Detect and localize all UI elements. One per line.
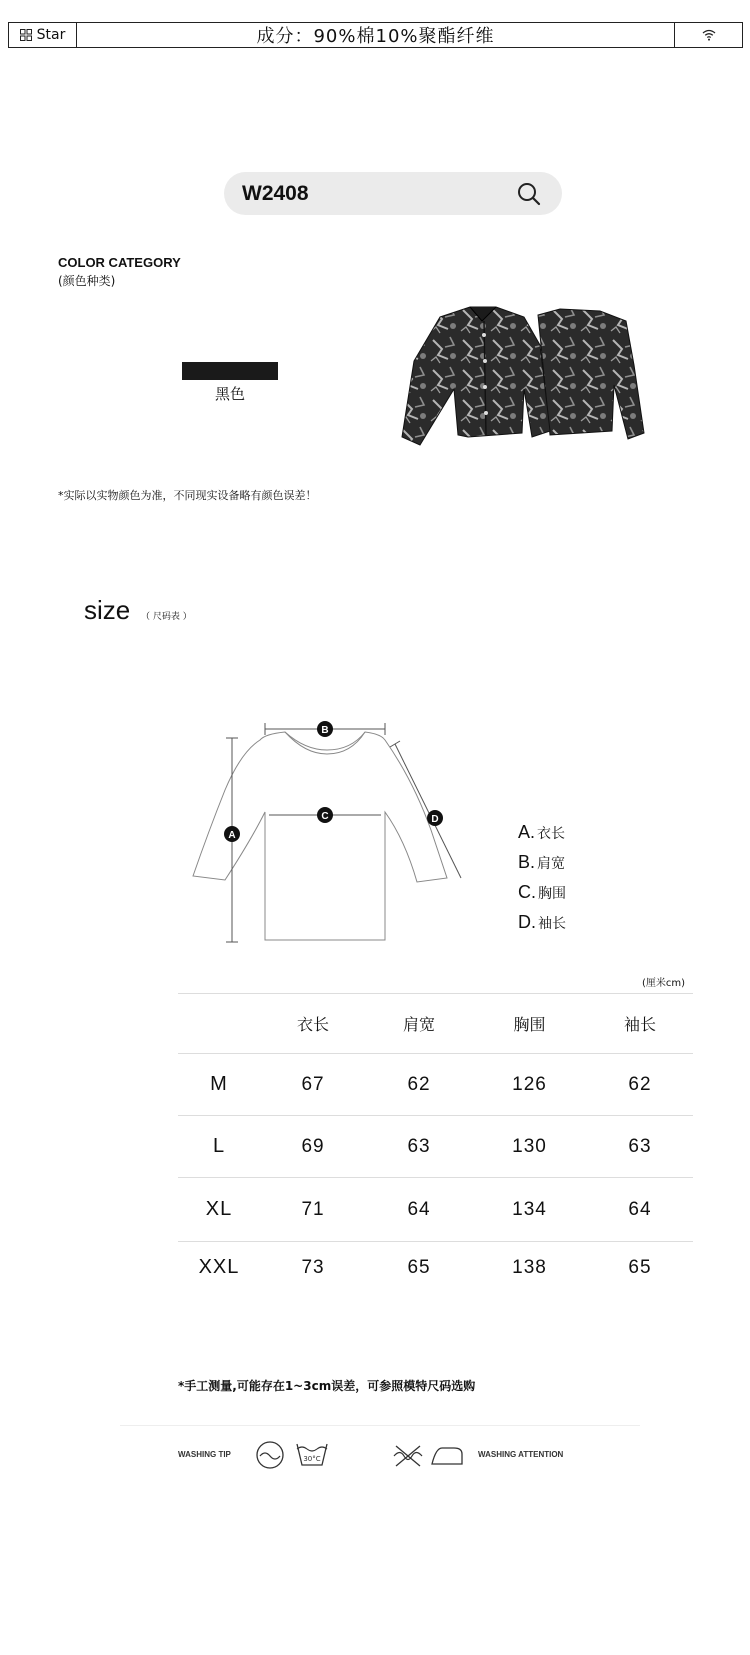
marker-b: B bbox=[321, 725, 329, 736]
divider bbox=[120, 1425, 640, 1426]
color-swatch-label: 黑色 bbox=[214, 385, 245, 403]
marker-c: C bbox=[321, 811, 329, 822]
size-table bbox=[178, 993, 693, 1294]
color-swatch-black[interactable] bbox=[182, 362, 278, 380]
measurement-diagram bbox=[185, 720, 485, 950]
legend-item: C. 胸围 bbox=[518, 882, 566, 902]
table-row: XL 71 64 134 64 bbox=[178, 1178, 693, 1242]
marker-d: D bbox=[431, 814, 439, 825]
top-bar bbox=[8, 22, 743, 48]
gentle-wash-icon bbox=[255, 1440, 285, 1470]
color-note: *实际以实物颜色为准，不同现实设备略有颜色误差！ bbox=[58, 489, 317, 502]
table-row: L 69 63 130 63 bbox=[178, 1116, 693, 1178]
wash-temperature-icon bbox=[295, 1441, 329, 1469]
table-row: XXL 73 65 138 65 bbox=[198, 1256, 652, 1279]
color-category-subtitle: (颜色种类) bbox=[58, 274, 116, 288]
table-header-row bbox=[178, 994, 693, 1054]
table-row: M 67 62 126 62 bbox=[178, 1054, 693, 1116]
legend-item: B. 肩宽 bbox=[518, 852, 566, 872]
search-bar[interactable] bbox=[224, 172, 562, 215]
unit-label: (厘米cm) bbox=[642, 978, 686, 989]
header-sleeve: 袖长 bbox=[587, 994, 693, 1054]
washing-tip-label: WASHING TIP bbox=[178, 1450, 231, 1459]
color-category-title: COLOR CATEGORY bbox=[58, 255, 181, 270]
search-icon[interactable] bbox=[516, 181, 542, 207]
header-chest: 胸围 bbox=[472, 994, 587, 1054]
product-image bbox=[400, 305, 682, 485]
no-wring-icon bbox=[392, 1443, 424, 1469]
size-subtitle: （ 尺码表 ） bbox=[141, 612, 192, 622]
search-input[interactable]: W2408 bbox=[242, 181, 309, 205]
measurement-legend bbox=[518, 818, 566, 938]
header-length: 衣长 bbox=[260, 994, 366, 1054]
star-label: Star bbox=[36, 27, 66, 43]
washing-attention-label: WASHING ATTENTION bbox=[478, 1450, 564, 1459]
legend-item: D. 袖长 bbox=[518, 912, 566, 932]
size-title: size bbox=[84, 595, 131, 625]
marker-a: A bbox=[228, 830, 236, 841]
composition-title: 成分：90%棉10%聚酯纤维 bbox=[256, 26, 495, 47]
header-shoulder: 肩宽 bbox=[366, 994, 472, 1054]
measurement-note: *手工测量,可能存在1~3cm误差，可参照模特尺码选购 bbox=[178, 1379, 476, 1393]
iron-icon bbox=[430, 1445, 464, 1467]
grid-icon bbox=[20, 29, 32, 41]
star-tab[interactable] bbox=[9, 23, 77, 47]
legend-item: A. 衣长 bbox=[518, 822, 566, 842]
wifi-icon bbox=[674, 23, 742, 47]
wash-temp: 30°C bbox=[303, 1455, 321, 1463]
